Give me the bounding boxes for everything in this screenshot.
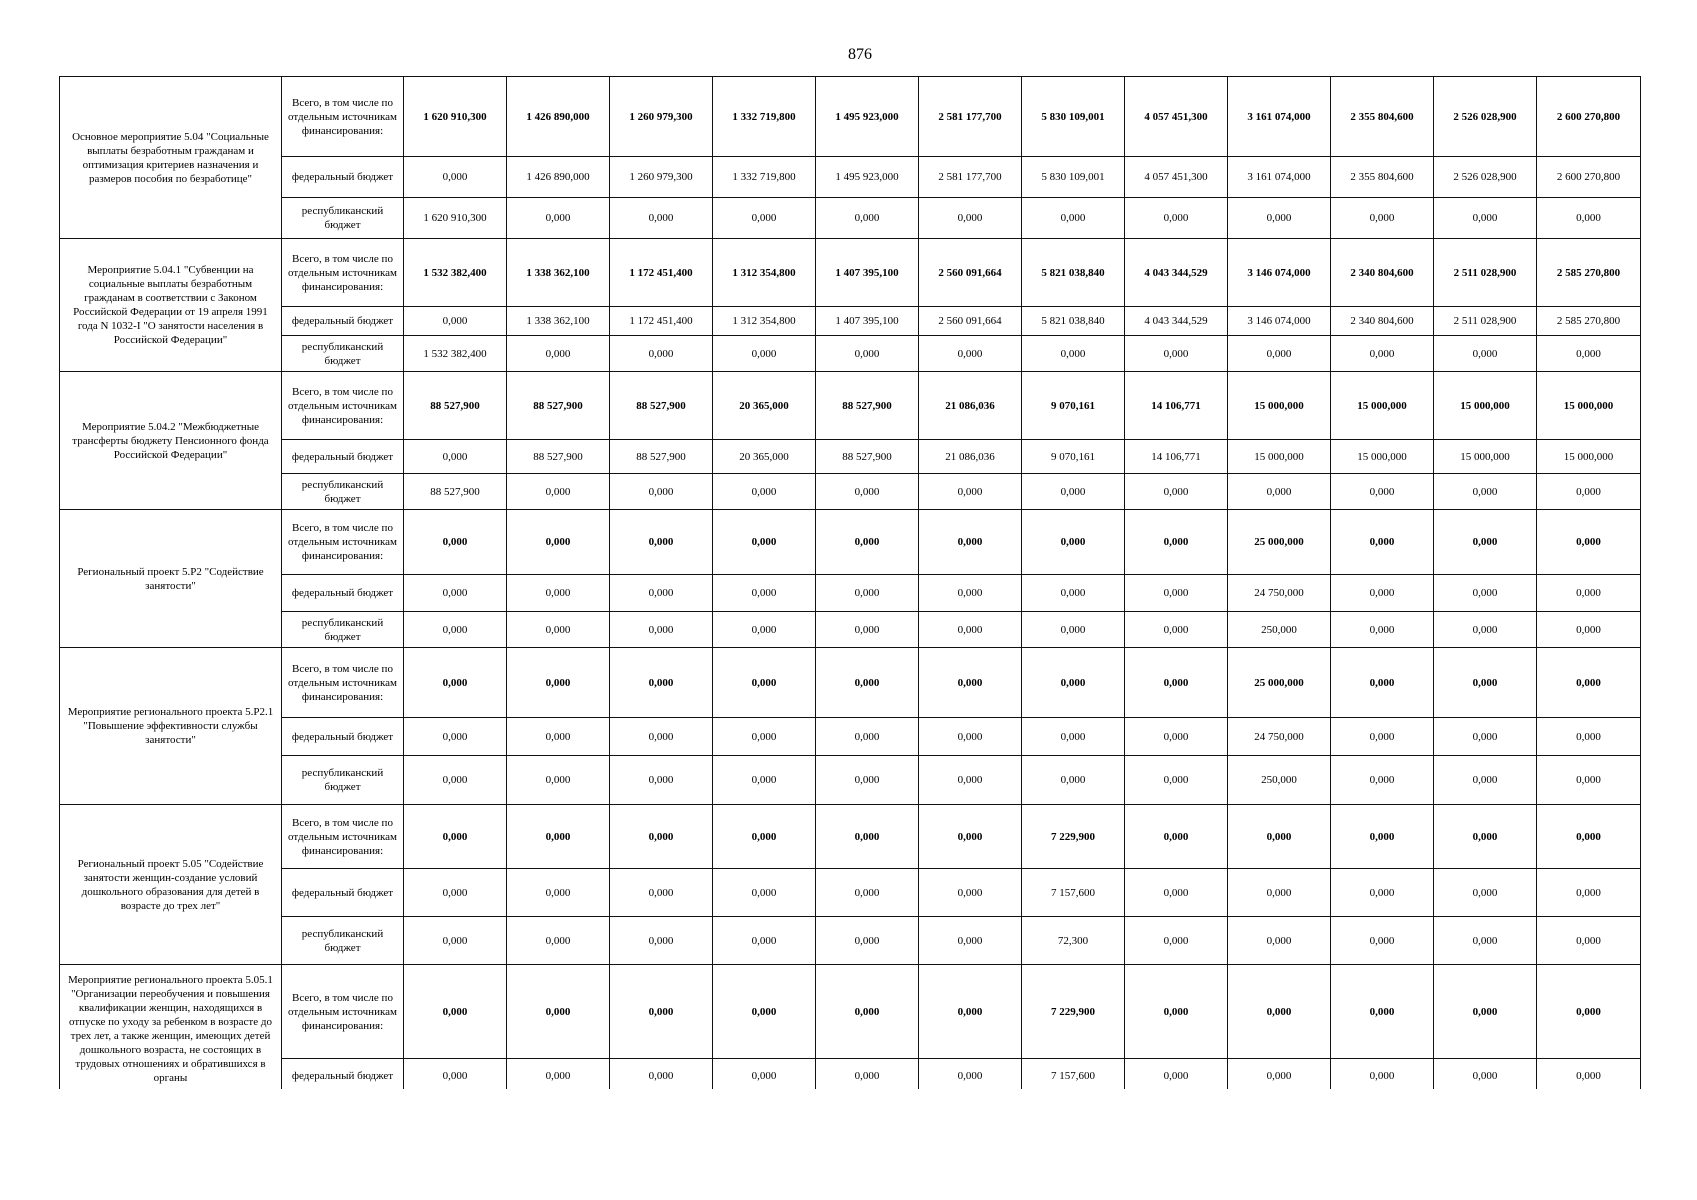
amount-cell: 0,000: [1434, 648, 1537, 718]
amount-cell: 0,000: [1537, 575, 1641, 612]
amount-cell: 0,000: [1434, 1059, 1537, 1094]
amount-cell: 88 527,900: [816, 440, 919, 474]
amount-cell: 2 560 091,664: [919, 239, 1022, 307]
amount-cell: 15 000,000: [1228, 372, 1331, 440]
amount-cell: 0,000: [816, 718, 919, 756]
amount-cell: 72,300: [1022, 917, 1125, 965]
amount-cell: 0,000: [507, 718, 610, 756]
amount-cell: 3 161 074,000: [1228, 77, 1331, 157]
table-row-republic: [60, 917, 1641, 965]
amount-cell: 1 532 382,400: [404, 239, 507, 307]
funding-source-cell: Всего, в том числе по отдельным источникам финансирования:: [282, 510, 404, 575]
amount-cell: 1 260 979,300: [610, 157, 713, 198]
amount-cell: 0,000: [1434, 756, 1537, 805]
amount-cell: 0,000: [1228, 198, 1331, 239]
amount-cell: 0,000: [1537, 612, 1641, 648]
amount-cell: 0,000: [507, 575, 610, 612]
amount-cell: 0,000: [610, 917, 713, 965]
amount-cell: 14 106,771: [1125, 440, 1228, 474]
amount-cell: 0,000: [1331, 336, 1434, 372]
amount-cell: 0,000: [1434, 575, 1537, 612]
amount-cell: 5 821 038,840: [1022, 307, 1125, 336]
amount-cell: 0,000: [1434, 474, 1537, 510]
amount-cell: 0,000: [1331, 648, 1434, 718]
amount-cell: 88 527,900: [404, 372, 507, 440]
amount-cell: 0,000: [507, 612, 610, 648]
amount-cell: 20 365,000: [713, 440, 816, 474]
table-row-federal: [60, 307, 1641, 336]
amount-cell: 0,000: [404, 510, 507, 575]
amount-cell: 0,000: [404, 917, 507, 965]
table-row-federal: [60, 157, 1641, 198]
amount-cell: 0,000: [1537, 336, 1641, 372]
amount-cell: 2 526 028,900: [1434, 77, 1537, 157]
amount-cell: 0,000: [1125, 648, 1228, 718]
amount-cell: 0,000: [610, 575, 713, 612]
funding-source-cell: федеральный бюджет: [282, 575, 404, 612]
amount-cell: 24 750,000: [1228, 575, 1331, 612]
amount-cell: 0,000: [816, 756, 919, 805]
amount-cell: 0,000: [404, 869, 507, 917]
amount-cell: 0,000: [919, 756, 1022, 805]
amount-cell: 0,000: [1228, 965, 1331, 1059]
event-name-cell: Региональный проект 5.05 "Содействие занятости женщин-создание условий дошкольного образования для детей в возрасте до трех лет": [60, 805, 282, 965]
amount-cell: 0,000: [507, 965, 610, 1059]
funding-source-cell: республиканский бюджет: [282, 336, 404, 372]
amount-cell: 0,000: [1228, 1059, 1331, 1094]
amount-cell: 0,000: [713, 917, 816, 965]
table-row-federal: [60, 440, 1641, 474]
amount-cell: 15 000,000: [1537, 440, 1641, 474]
amount-cell: 2 355 804,600: [1331, 157, 1434, 198]
amount-cell: 2 340 804,600: [1331, 307, 1434, 336]
amount-cell: 0,000: [610, 648, 713, 718]
amount-cell: 7 157,600: [1022, 1059, 1125, 1094]
amount-cell: 0,000: [1434, 917, 1537, 965]
event-name-cell: Мероприятие 5.04.1 "Субвенции на социальные выплаты безработным гражданам в соответствии с Законом Российской Федерации от 19 апреля 1991 года N 1032-I "О занятости населения в Российской Федерации": [60, 239, 282, 372]
amount-cell: 0,000: [919, 718, 1022, 756]
amount-cell: 0,000: [404, 157, 507, 198]
amount-cell: 0,000: [919, 917, 1022, 965]
event-name-cell: Основное мероприятие 5.04 "Социальные выплаты безработным гражданам и оптимизация критериев назначения и размеров пособия по безработице": [60, 77, 282, 239]
amount-cell: 0,000: [1022, 474, 1125, 510]
amount-cell: 0,000: [1125, 474, 1228, 510]
amount-cell: 0,000: [816, 869, 919, 917]
amount-cell: 0,000: [1125, 575, 1228, 612]
table-row-republic: [60, 756, 1641, 805]
funding-source-cell: федеральный бюджет: [282, 307, 404, 336]
amount-cell: 0,000: [816, 575, 919, 612]
table-row-total: [60, 965, 1641, 1059]
amount-cell: 1 172 451,400: [610, 239, 713, 307]
event-name-cell: Мероприятие 5.04.2 "Межбюджетные трансферты бюджету Пенсионного фонда Российской Федерации": [60, 372, 282, 510]
table-row-republic: [60, 474, 1641, 510]
amount-cell: 0,000: [1022, 718, 1125, 756]
amount-cell: 0,000: [1125, 869, 1228, 917]
amount-cell: 15 000,000: [1331, 372, 1434, 440]
table-row-total: [60, 77, 1641, 157]
amount-cell: 24 750,000: [1228, 718, 1331, 756]
amount-cell: 0,000: [713, 869, 816, 917]
amount-cell: 0,000: [404, 575, 507, 612]
amount-cell: 20 365,000: [713, 372, 816, 440]
amount-cell: 0,000: [610, 718, 713, 756]
amount-cell: 0,000: [610, 756, 713, 805]
amount-cell: 0,000: [713, 474, 816, 510]
amount-cell: 14 106,771: [1125, 372, 1228, 440]
event-name-cell: Мероприятие регионального проекта 5.05.1 "Организации переобучения и повышения квалификации женщин, находящихся в отпуске по уходу за ребенком в возрасте до трех лет, а также женщин, имеющих детей дошкольного возраста, не состоящих в трудовых отношениях и обратившихся в органы: [60, 965, 282, 1094]
amount-cell: 0,000: [1228, 805, 1331, 869]
amount-cell: 0,000: [816, 648, 919, 718]
amount-cell: 0,000: [404, 805, 507, 869]
amount-cell: 0,000: [1331, 575, 1434, 612]
amount-cell: 0,000: [1228, 917, 1331, 965]
amount-cell: 0,000: [919, 1059, 1022, 1094]
event-name-cell: Мероприятие регионального проекта 5.P2.1 "Повышение эффективности службы занятости": [60, 648, 282, 805]
amount-cell: 1 338 362,100: [507, 307, 610, 336]
amount-cell: 0,000: [1434, 965, 1537, 1059]
amount-cell: 0,000: [1125, 805, 1228, 869]
amount-cell: 0,000: [1125, 336, 1228, 372]
amount-cell: 0,000: [610, 510, 713, 575]
amount-cell: 0,000: [1434, 510, 1537, 575]
amount-cell: 2 355 804,600: [1331, 77, 1434, 157]
amount-cell: 0,000: [1331, 917, 1434, 965]
amount-cell: 0,000: [713, 648, 816, 718]
amount-cell: 5 830 109,001: [1022, 157, 1125, 198]
amount-cell: 2 511 028,900: [1434, 239, 1537, 307]
amount-cell: 0,000: [1125, 965, 1228, 1059]
amount-cell: 1 426 890,000: [507, 157, 610, 198]
amount-cell: 7 229,900: [1022, 805, 1125, 869]
amount-cell: 0,000: [919, 612, 1022, 648]
table-row-federal: [60, 718, 1641, 756]
amount-cell: 4 057 451,300: [1125, 157, 1228, 198]
amount-cell: 0,000: [610, 869, 713, 917]
amount-cell: 0,000: [1331, 474, 1434, 510]
event-name-cell: Региональный проект 5.P2 "Содействие занятости": [60, 510, 282, 648]
amount-cell: 0,000: [610, 474, 713, 510]
table-row-total: [60, 510, 1641, 575]
amount-cell: 25 000,000: [1228, 510, 1331, 575]
amount-cell: 0,000: [816, 474, 919, 510]
funding-source-cell: Всего, в том числе по отдельным источникам финансирования:: [282, 648, 404, 718]
amount-cell: 5 830 109,001: [1022, 77, 1125, 157]
amount-cell: 0,000: [1125, 612, 1228, 648]
amount-cell: 88 527,900: [610, 372, 713, 440]
amount-cell: 0,000: [713, 718, 816, 756]
amount-cell: 0,000: [1434, 869, 1537, 917]
amount-cell: 0,000: [610, 612, 713, 648]
amount-cell: 0,000: [1331, 1059, 1434, 1094]
funding-source-cell: Всего, в том числе по отдельным источникам финансирования:: [282, 372, 404, 440]
page-bottom-margin: [0, 1089, 1697, 1200]
table-row-republic: [60, 198, 1641, 239]
amount-cell: 0,000: [404, 1059, 507, 1094]
amount-cell: 0,000: [610, 336, 713, 372]
amount-cell: 0,000: [713, 1059, 816, 1094]
amount-cell: 25 000,000: [1228, 648, 1331, 718]
amount-cell: 0,000: [1331, 612, 1434, 648]
amount-cell: 0,000: [713, 336, 816, 372]
amount-cell: 0,000: [919, 575, 1022, 612]
amount-cell: 2 581 177,700: [919, 77, 1022, 157]
amount-cell: 0,000: [713, 612, 816, 648]
amount-cell: 0,000: [713, 965, 816, 1059]
amount-cell: 0,000: [919, 869, 1022, 917]
funding-source-cell: республиканский бюджет: [282, 917, 404, 965]
amount-cell: 7 157,600: [1022, 869, 1125, 917]
amount-cell: 3 161 074,000: [1228, 157, 1331, 198]
amount-cell: 0,000: [919, 336, 1022, 372]
amount-cell: 0,000: [507, 805, 610, 869]
amount-cell: 1 532 382,400: [404, 336, 507, 372]
amount-cell: 1 172 451,400: [610, 307, 713, 336]
amount-cell: 0,000: [1434, 612, 1537, 648]
amount-cell: 1 332 719,800: [713, 157, 816, 198]
amount-cell: 0,000: [713, 198, 816, 239]
amount-cell: 1 407 395,100: [816, 239, 919, 307]
amount-cell: 0,000: [404, 440, 507, 474]
amount-cell: 0,000: [1537, 198, 1641, 239]
funding-source-cell: федеральный бюджет: [282, 157, 404, 198]
amount-cell: 0,000: [816, 612, 919, 648]
amount-cell: 0,000: [1537, 965, 1641, 1059]
amount-cell: 0,000: [507, 474, 610, 510]
amount-cell: 0,000: [507, 1059, 610, 1094]
amount-cell: 0,000: [1537, 1059, 1641, 1094]
amount-cell: 0,000: [507, 756, 610, 805]
funding-source-cell: Всего, в том числе по отдельным источникам финансирования:: [282, 965, 404, 1059]
funding-source-cell: республиканский бюджет: [282, 612, 404, 648]
funding-source-cell: федеральный бюджет: [282, 869, 404, 917]
amount-cell: 0,000: [816, 1059, 919, 1094]
amount-cell: 9 070,161: [1022, 440, 1125, 474]
amount-cell: 0,000: [1125, 756, 1228, 805]
amount-cell: 5 821 038,840: [1022, 239, 1125, 307]
funding-source-cell: федеральный бюджет: [282, 718, 404, 756]
amount-cell: 0,000: [1022, 198, 1125, 239]
amount-cell: 0,000: [1022, 612, 1125, 648]
amount-cell: 2 511 028,900: [1434, 307, 1537, 336]
amount-cell: 0,000: [610, 198, 713, 239]
amount-cell: 0,000: [919, 648, 1022, 718]
amount-cell: 3 146 074,000: [1228, 307, 1331, 336]
amount-cell: 1 620 910,300: [404, 77, 507, 157]
amount-cell: 0,000: [1125, 510, 1228, 575]
amount-cell: 1 426 890,000: [507, 77, 610, 157]
amount-cell: 0,000: [507, 198, 610, 239]
amount-cell: 0,000: [1537, 917, 1641, 965]
amount-cell: 2 585 270,800: [1537, 239, 1641, 307]
amount-cell: 9 070,161: [1022, 372, 1125, 440]
amount-cell: 0,000: [816, 198, 919, 239]
amount-cell: 0,000: [1022, 336, 1125, 372]
amount-cell: 2 600 270,800: [1537, 157, 1641, 198]
amount-cell: 0,000: [404, 648, 507, 718]
amount-cell: 15 000,000: [1434, 440, 1537, 474]
amount-cell: 88 527,900: [507, 440, 610, 474]
amount-cell: 0,000: [1125, 198, 1228, 239]
amount-cell: 0,000: [713, 510, 816, 575]
amount-cell: 88 527,900: [816, 372, 919, 440]
amount-cell: 1 620 910,300: [404, 198, 507, 239]
amount-cell: 0,000: [1537, 474, 1641, 510]
amount-cell: 250,000: [1228, 612, 1331, 648]
funding-source-cell: федеральный бюджет: [282, 1059, 404, 1094]
amount-cell: 0,000: [1331, 756, 1434, 805]
funding-source-cell: Всего, в том числе по отдельным источникам финансирования:: [282, 77, 404, 157]
amount-cell: 0,000: [1022, 575, 1125, 612]
amount-cell: 1 312 354,800: [713, 307, 816, 336]
amount-cell: 1 332 719,800: [713, 77, 816, 157]
amount-cell: 1 338 362,100: [507, 239, 610, 307]
amount-cell: 0,000: [1537, 718, 1641, 756]
amount-cell: 0,000: [404, 965, 507, 1059]
amount-cell: 21 086,036: [919, 372, 1022, 440]
amount-cell: 0,000: [1022, 648, 1125, 718]
amount-cell: 1 260 979,300: [610, 77, 713, 157]
amount-cell: 0,000: [1331, 869, 1434, 917]
amount-cell: 0,000: [1434, 805, 1537, 869]
amount-cell: 0,000: [507, 917, 610, 965]
amount-cell: 0,000: [404, 756, 507, 805]
amount-cell: 0,000: [919, 805, 1022, 869]
amount-cell: 2 560 091,664: [919, 307, 1022, 336]
amount-cell: 21 086,036: [919, 440, 1022, 474]
amount-cell: 0,000: [1125, 718, 1228, 756]
amount-cell: 88 527,900: [404, 474, 507, 510]
amount-cell: 1 312 354,800: [713, 239, 816, 307]
amount-cell: 2 340 804,600: [1331, 239, 1434, 307]
table-row-total: [60, 239, 1641, 307]
amount-cell: 4 043 344,529: [1125, 239, 1228, 307]
amount-cell: 0,000: [1434, 198, 1537, 239]
amount-cell: 2 526 028,900: [1434, 157, 1537, 198]
amount-cell: 0,000: [1537, 869, 1641, 917]
amount-cell: 0,000: [507, 336, 610, 372]
amount-cell: 2 600 270,800: [1537, 77, 1641, 157]
amount-cell: 2 585 270,800: [1537, 307, 1641, 336]
amount-cell: 0,000: [919, 474, 1022, 510]
amount-cell: 0,000: [713, 756, 816, 805]
amount-cell: 0,000: [816, 805, 919, 869]
amount-cell: 0,000: [1434, 718, 1537, 756]
amount-cell: 0,000: [1537, 805, 1641, 869]
amount-cell: 7 229,900: [1022, 965, 1125, 1059]
table-row-federal: [60, 869, 1641, 917]
amount-cell: 0,000: [1537, 510, 1641, 575]
amount-cell: 4 043 344,529: [1125, 307, 1228, 336]
amount-cell: 2 581 177,700: [919, 157, 1022, 198]
amount-cell: 0,000: [713, 575, 816, 612]
amount-cell: 0,000: [1434, 336, 1537, 372]
table-row-federal: [60, 575, 1641, 612]
amount-cell: 15 000,000: [1228, 440, 1331, 474]
amount-cell: 0,000: [1022, 510, 1125, 575]
amount-cell: 0,000: [919, 510, 1022, 575]
table-row-total: [60, 648, 1641, 718]
amount-cell: 250,000: [1228, 756, 1331, 805]
amount-cell: 0,000: [1331, 198, 1434, 239]
amount-cell: 15 000,000: [1537, 372, 1641, 440]
amount-cell: 3 146 074,000: [1228, 239, 1331, 307]
amount-cell: 0,000: [1331, 510, 1434, 575]
amount-cell: 0,000: [816, 965, 919, 1059]
amount-cell: 0,000: [1125, 917, 1228, 965]
amount-cell: 0,000: [404, 718, 507, 756]
amount-cell: 15 000,000: [1434, 372, 1537, 440]
funding-source-cell: республиканский бюджет: [282, 198, 404, 239]
amount-cell: 88 527,900: [507, 372, 610, 440]
amount-cell: 0,000: [713, 805, 816, 869]
amount-cell: 0,000: [1331, 965, 1434, 1059]
amount-cell: 4 057 451,300: [1125, 77, 1228, 157]
amount-cell: 0,000: [507, 648, 610, 718]
amount-cell: 0,000: [816, 336, 919, 372]
budget-table: [59, 76, 1641, 1094]
amount-cell: 0,000: [816, 510, 919, 575]
funding-source-cell: федеральный бюджет: [282, 440, 404, 474]
amount-cell: 0,000: [1537, 756, 1641, 805]
amount-cell: 0,000: [610, 805, 713, 869]
page-number: 876: [848, 46, 872, 63]
amount-cell: 0,000: [919, 965, 1022, 1059]
table-row-republic: [60, 612, 1641, 648]
amount-cell: 0,000: [610, 965, 713, 1059]
amount-cell: 15 000,000: [1331, 440, 1434, 474]
amount-cell: 0,000: [1331, 805, 1434, 869]
amount-cell: 0,000: [919, 198, 1022, 239]
amount-cell: 0,000: [1022, 756, 1125, 805]
amount-cell: 0,000: [610, 1059, 713, 1094]
amount-cell: 0,000: [1228, 474, 1331, 510]
table-row-total: [60, 805, 1641, 869]
amount-cell: 0,000: [1228, 336, 1331, 372]
amount-cell: 1 495 923,000: [816, 77, 919, 157]
amount-cell: 0,000: [507, 510, 610, 575]
funding-source-cell: республиканский бюджет: [282, 756, 404, 805]
amount-cell: 0,000: [1228, 869, 1331, 917]
table-row-total: [60, 372, 1641, 440]
table-row-republic: [60, 336, 1641, 372]
funding-source-cell: Всего, в том числе по отдельным источникам финансирования:: [282, 239, 404, 307]
amount-cell: 1 495 923,000: [816, 157, 919, 198]
amount-cell: 0,000: [404, 612, 507, 648]
funding-source-cell: Всего, в том числе по отдельным источникам финансирования:: [282, 805, 404, 869]
amount-cell: 1 407 395,100: [816, 307, 919, 336]
amount-cell: 88 527,900: [610, 440, 713, 474]
amount-cell: 0,000: [507, 869, 610, 917]
amount-cell: 0,000: [1331, 718, 1434, 756]
funding-source-cell: республиканский бюджет: [282, 474, 404, 510]
amount-cell: 0,000: [404, 307, 507, 336]
amount-cell: 0,000: [816, 917, 919, 965]
amount-cell: 0,000: [1125, 1059, 1228, 1094]
amount-cell: 0,000: [1537, 648, 1641, 718]
